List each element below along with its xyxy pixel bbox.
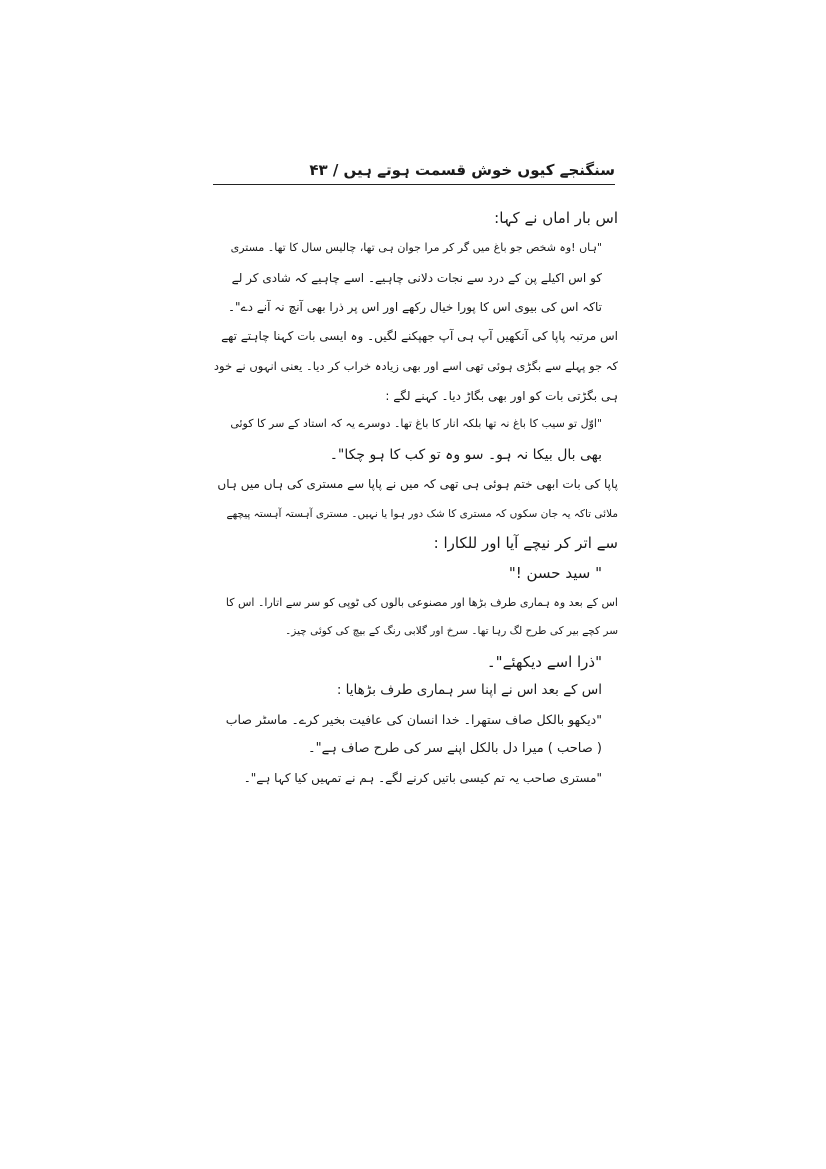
text-line: پاپا کی بات ابھی ختم ہوئی ہی تھی کہ میں نے پاپا سے مستری کی ہاں میں ہاں: [217, 477, 618, 491]
header-rule: [213, 184, 615, 185]
text-line: ہی بگڑتی بات کو اور بھی بگاڑ دیا۔ کہنے لگے :: [385, 389, 618, 403]
text-line: کو اس اکیلے پن کے درد سے نجات دلانی چاہیے۔ اسے چاہیے کہ شادی کر لے: [231, 271, 602, 285]
text-line: ( صاحب ) میرا دل بالکل اپنے سر کی طرح صاف ہے"۔: [308, 741, 602, 756]
text-line: تاکہ اس کی بیوی اس کا پورا خیال رکھے اور اس پر ذرا بھی آنچ نہ آنے دے"۔: [228, 300, 602, 314]
text-line: اس کے بعد اس نے اپنا سر ہماری طرف بڑھایا :: [336, 682, 602, 698]
text-line: "مستری صاحب یہ تم کیسی باتیں کرنے لگے۔ ہم نے تمہیں کیا کہا ہے"۔: [243, 771, 602, 785]
text-line: اس کے بعد وہ ہماری طرف بڑھا اور مصنوعی بالوں کی ٹوپی کو سر سے اتارا۔ اس کا: [225, 596, 618, 609]
text-line: سے اتر کر نیچے آیا اور للکارا :: [433, 534, 618, 552]
text-line: بھی بال بیکا نہ ہو۔ سو وہ تو کب کا ہو چکا"۔: [330, 447, 602, 463]
text-line: "دیکھو بالکل صاف ستھرا۔ خدا انسان کی عافیت بخیر کرے۔ ماسٹر صاب: [225, 712, 602, 727]
text-line: ملائی تاکہ یہ جان سکوں کہ مستری کا شک دور ہوا یا نہیں۔ مستری آہستہ آہستہ پیچھے: [226, 508, 618, 520]
text-line: اس مرتبہ پاپا کی آنکھیں آپ ہی آپ جھپکنے لگیں۔ وہ ایسی بات کہنا چاہتے تھے: [221, 329, 618, 343]
text-line: " سید حسن !": [508, 564, 602, 582]
text-line: اس بار اماں نے کہا:: [494, 209, 618, 227]
text-line: سر کچے بیر کی طرح لگ رہا تھا۔ سرخ اور گلابی رنگ کے بیچ کی کوئی چیز۔: [285, 625, 618, 637]
text-line: "ذرا اسے دیکھئے"۔: [486, 653, 602, 671]
running-header: سنگنجے کیوں خوش قسمت ہوتے ہیں / ۴۳: [309, 161, 615, 179]
text-line: "اوّل تو سیب کا باغ نہ تھا بلکہ انار کا باغ تھا۔ دوسرے یہ کہ استاد کے سر کا کوئی: [230, 417, 602, 430]
text-line: کہ جو پہلے سے بگڑی ہوئی تھی اسے اور بھی زیادہ خراب کر دیا۔ یعنی انہوں نے خود: [213, 359, 618, 373]
text-line: "ہاں !وہ شخص جو باغ میں گر کر مرا جوان ہی تھا، چالیس سال کا تھا۔ مستری: [230, 241, 602, 254]
